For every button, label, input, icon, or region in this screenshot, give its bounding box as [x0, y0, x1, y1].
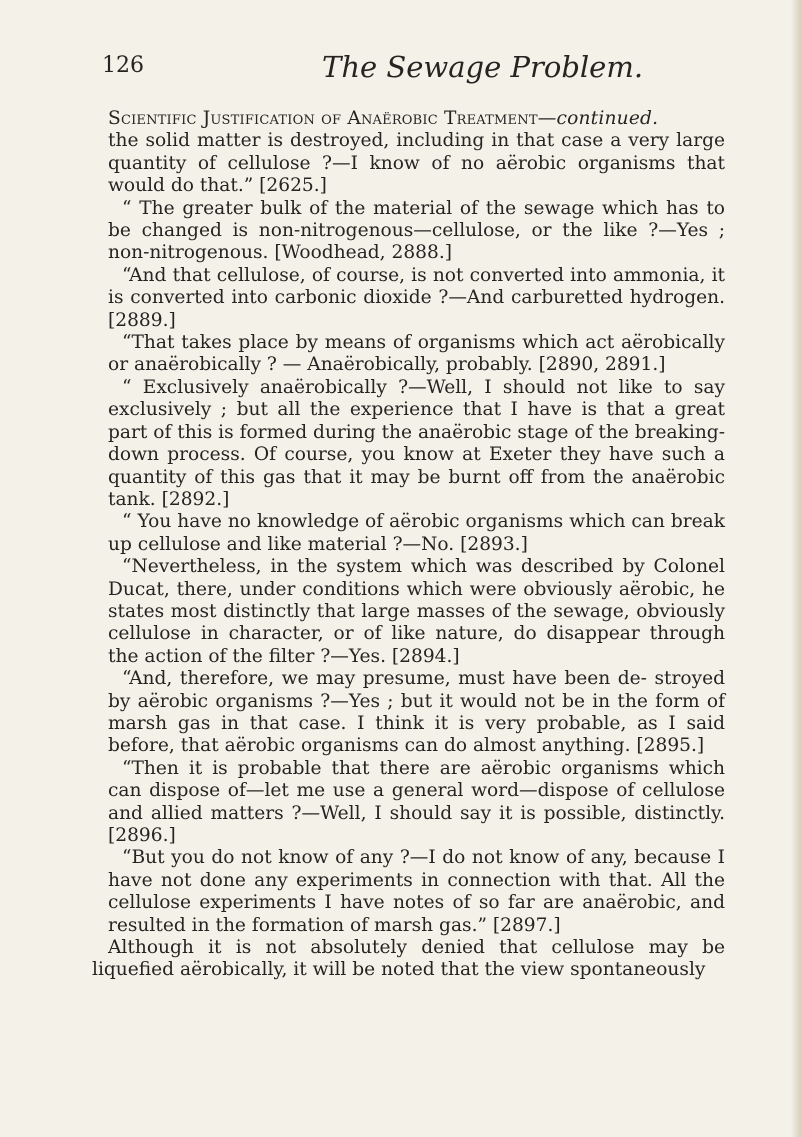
- paragraph: “ You have no knowledge of aërobic organisms which can break up cellulose and like material ?—No. [2893.]: [108, 511, 725, 555]
- page-edge-shadow: [791, 0, 801, 1137]
- page-number: 126: [102, 53, 144, 78]
- paragraph: “Then it is probable that there are aërobic organisms which can dispose of—let me use a general word—dispose of cellulose and allied matters ?—Well, I should say it is possible, distinctly. [2896.]: [108, 757, 725, 846]
- paragraph: “Nevertheless, in the system which was described by Colonel Ducat, there, under conditions which were obviously aërobic, he states most distinctly that large masses of the sewage, obviously cellulose in character, or of like nature, do disappear through the action of the filter ?—Yes. [2894.]: [108, 556, 725, 667]
- section-heading-continued: —continued.: [537, 108, 659, 129]
- paragraph: the solid matter is destroyed, including in that case a very large quantity of cellulose ?—I know of no aërobic organisms that would do that.” [2625.]: [108, 130, 725, 197]
- body-text: [92, 108, 725, 982]
- section-heading: [108, 108, 725, 130]
- paragraph: “And that cellulose, of course, is not converted into ammonia, it is converted into carbonic dioxide ?—And carburetted hydrogen. [2889.]: [108, 264, 725, 331]
- paragraph: “But you do not know of any ?—I do not know of any, because I have not done any experiments in connection with that. All the cellulose experiments I have notes of so far are anaërobic, and resulted in the formation of marsh gas.” [2897.]: [108, 847, 725, 936]
- running-head: The Sewage Problem.: [322, 50, 644, 84]
- paragraph: Although it is not absolutely denied that cellulose may be liquefied aërobically, it will be noted that the view spontaneously: [92, 937, 725, 981]
- paragraph: “That takes place by means of organisms which act aërobically or anaërobically ? — Anaërobically, probably. [2890, 2891.]: [108, 332, 725, 376]
- paragraph: “ Exclusively anaërobically ?—Well, I should not like to say exclusively ; but all the experience that I have is that a great part of this is formed during the anaërobic stage of the breaking-down process. Of course, you know at Exeter they have such a quantity of this gas that it may be burnt off from the anaërobic tank. [2892.]: [108, 376, 725, 510]
- paragraph: “ The greater bulk of the material of the sewage which has to be changed is non-nitrogenous—cellulose, or the like ?—Yes ; non-nitrogenous. [Woodhead, 2888.]: [108, 197, 725, 264]
- paragraph: “And, therefore, we may presume, must have been de- stroyed by aërobic organisms ?—Yes ; but it would not be in the form of marsh gas in that case. I think it is very probable, as I said before, that aërobic organisms can do almost anything. [2895.]: [108, 668, 725, 757]
- section-heading-title: Scientific Justification of Anaërobic Treatment: [108, 108, 538, 129]
